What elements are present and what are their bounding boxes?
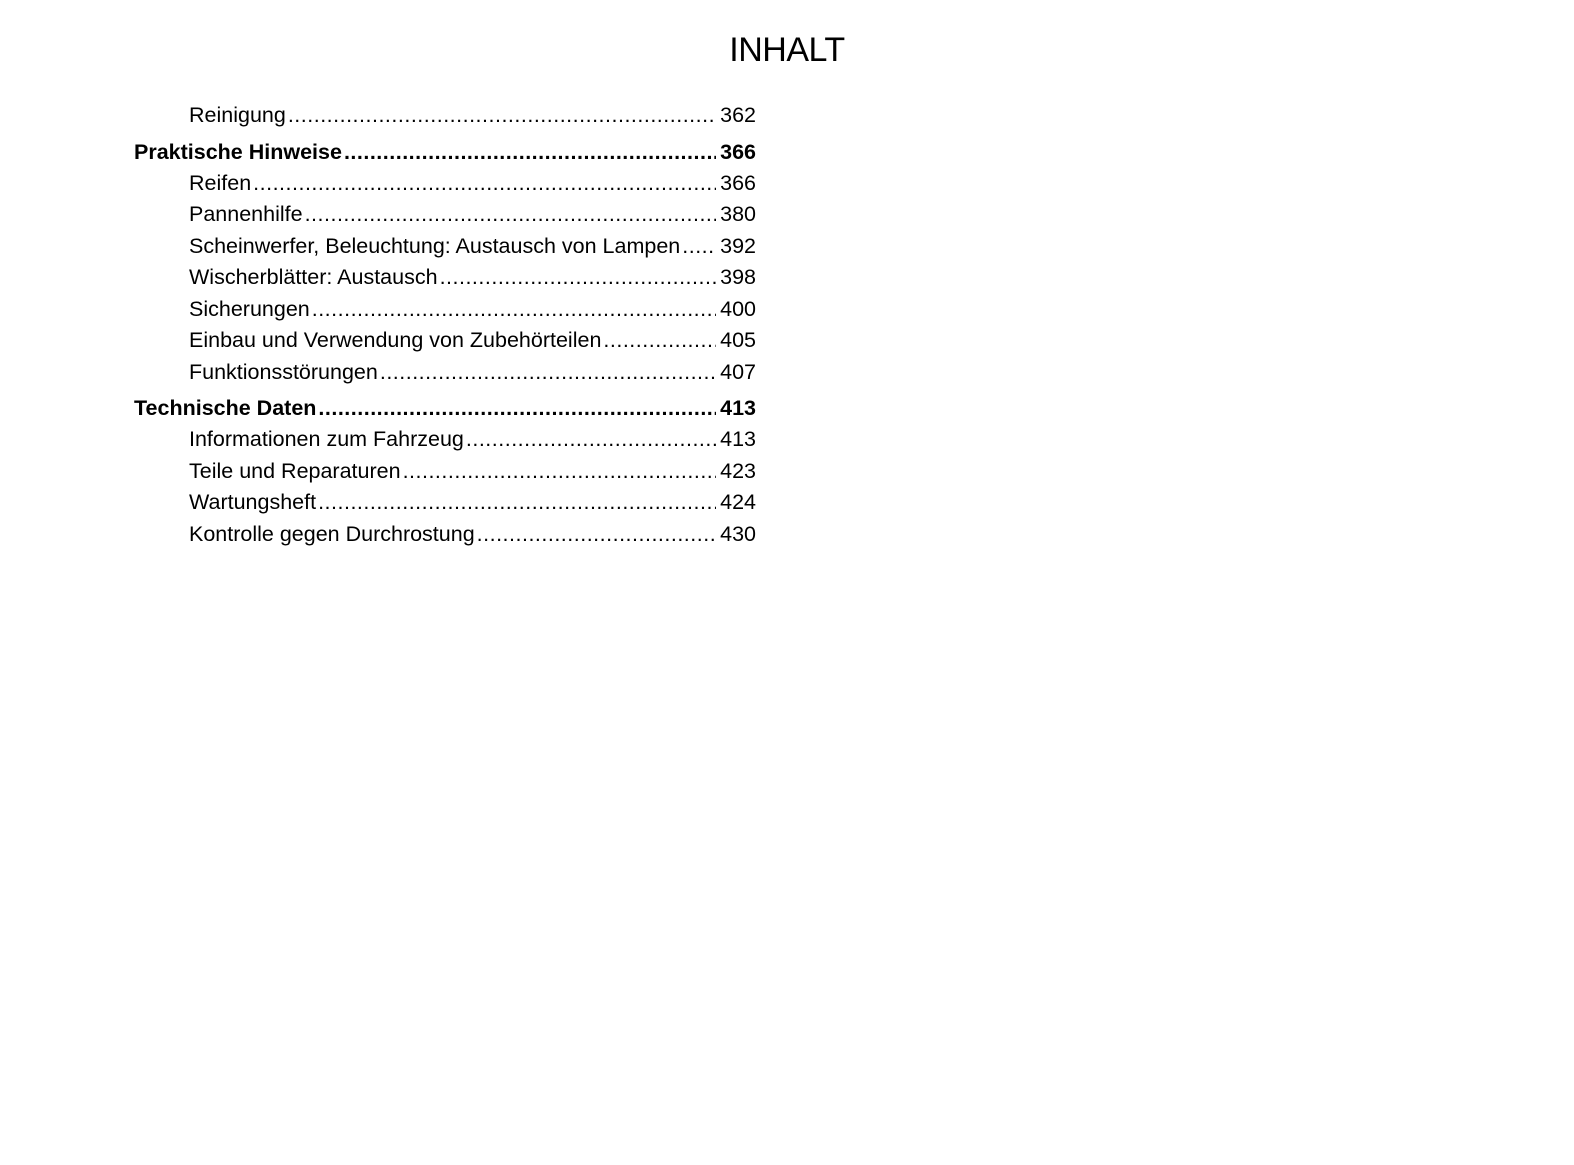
toc-section-page: 413 xyxy=(720,396,756,420)
toc-entry-wischerblaetter[interactable] xyxy=(134,262,756,294)
toc-entry-page: 398 xyxy=(720,265,756,289)
toc-entry-label: Einbau und Verwendung von Zubehörteilen xyxy=(189,328,602,352)
toc-entry-page: 366 xyxy=(720,170,756,195)
toc-entry-label: Scheinwerfer, Beleuchtung: Austausch von Lampen xyxy=(189,233,681,258)
dot-leader xyxy=(380,357,716,389)
toc-entry-zubehoerteile[interactable] xyxy=(134,325,756,357)
toc-entry-page: 407 xyxy=(720,359,756,384)
toc-section-praktische-hinweise[interactable] xyxy=(134,136,756,168)
toc-entry-durchrostung[interactable] xyxy=(134,519,756,551)
toc-entry-scheinwerfer[interactable] xyxy=(134,231,756,263)
dot-leader xyxy=(440,262,717,294)
toc-entry-wartungsheft[interactable] xyxy=(134,487,756,519)
toc-entry-page: 380 xyxy=(720,202,756,226)
toc-entry-label: Pannenhilfe xyxy=(189,202,303,226)
toc-entry-label: Reifen xyxy=(189,170,252,195)
toc-entry-page: 430 xyxy=(720,521,756,546)
toc-entry-label: Funktionsstörungen xyxy=(189,359,378,384)
toc-entry-page: 362 xyxy=(720,103,756,127)
toc-entry-funktionsstoerungen[interactable] xyxy=(134,357,756,389)
table-of-contents xyxy=(134,100,756,550)
toc-entry-label: Reinigung xyxy=(189,103,286,127)
toc-entry-label: Sicherungen xyxy=(189,296,310,321)
toc-entry-page: 413 xyxy=(720,427,756,451)
toc-section-page: 366 xyxy=(720,139,756,164)
toc-entry-page: 405 xyxy=(720,328,756,352)
dot-leader xyxy=(477,519,716,551)
toc-entry-label: Wartungsheft xyxy=(189,490,317,514)
toc-entry-page: 400 xyxy=(720,296,756,321)
dot-leader xyxy=(305,199,717,231)
toc-entry-fahrzeug-informationen[interactable] xyxy=(134,424,756,456)
toc-entry-pannenhilfe[interactable] xyxy=(134,199,756,231)
toc-entry-reifen[interactable] xyxy=(134,168,756,200)
toc-entry-label: Wischerblätter: Austausch xyxy=(189,265,438,289)
dot-leader xyxy=(344,136,716,168)
toc-entry-page: 392 xyxy=(720,233,756,258)
toc-entry-page: 424 xyxy=(720,490,756,514)
dot-leader xyxy=(318,392,716,424)
dot-leader xyxy=(312,294,716,326)
toc-section-technische-daten[interactable] xyxy=(134,392,756,424)
toc-section-label: Praktische Hinweise xyxy=(134,139,342,164)
page-title: INHALT xyxy=(729,31,845,69)
toc-entry-sicherungen[interactable] xyxy=(134,294,756,326)
toc-entry-label: Kontrolle gegen Durchrostung xyxy=(189,521,475,546)
dot-leader xyxy=(603,325,716,357)
toc-section-label: Technische Daten xyxy=(134,396,317,420)
dot-leader xyxy=(288,100,716,132)
toc-entry-page: 423 xyxy=(720,458,756,483)
toc-entry-reinigung[interactable] xyxy=(134,100,756,132)
dot-leader xyxy=(318,487,716,519)
dot-leader xyxy=(403,456,717,488)
dot-leader xyxy=(682,231,716,263)
dot-leader xyxy=(253,168,716,200)
toc-entry-teile-reparaturen[interactable] xyxy=(134,456,756,488)
dot-leader xyxy=(466,424,716,456)
toc-entry-label: Teile und Reparaturen xyxy=(189,458,401,483)
toc-entry-label: Informationen zum Fahrzeug xyxy=(189,427,464,451)
